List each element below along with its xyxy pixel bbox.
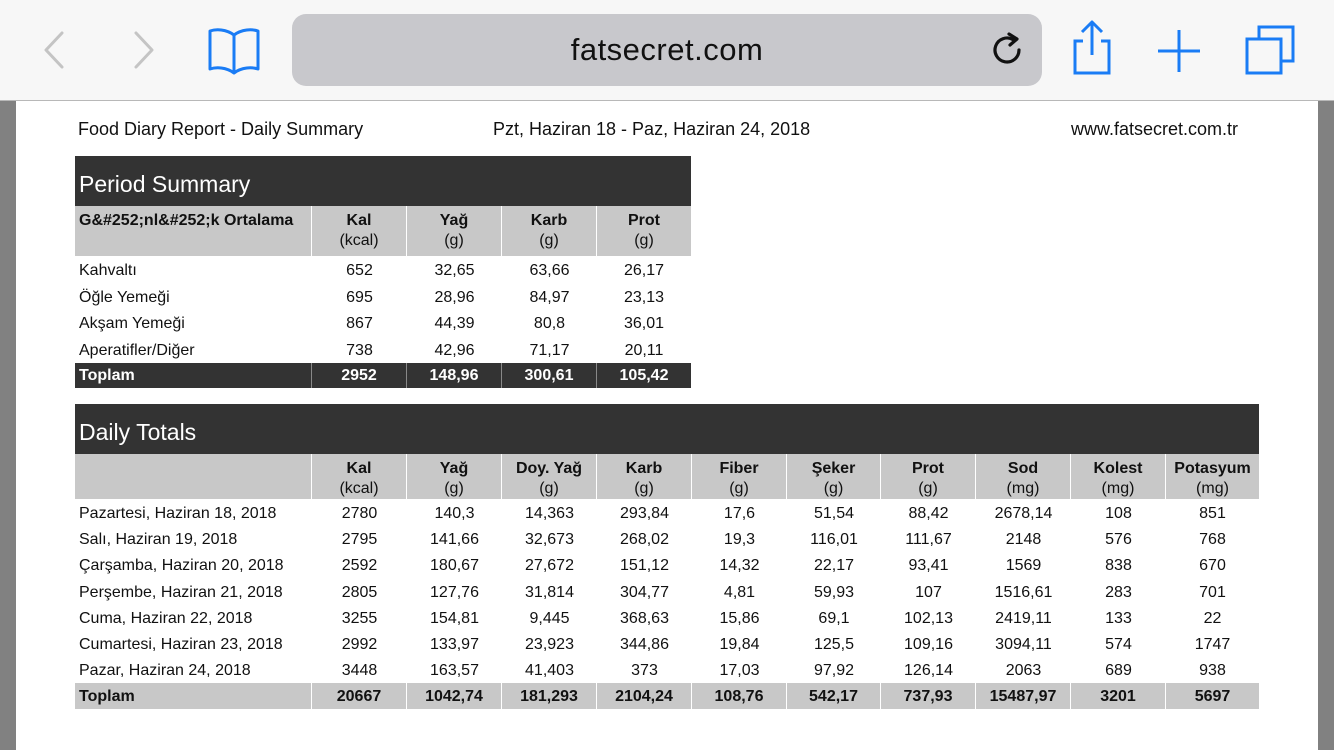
table-cell: 148,96 xyxy=(407,363,502,388)
table-row xyxy=(75,631,1259,657)
table-cell: 2419,11 xyxy=(995,609,1052,627)
table-cell: 1042,74 xyxy=(407,683,502,709)
table-cell: 125,5 xyxy=(813,635,855,653)
table-cell: 300,61 xyxy=(502,363,597,388)
table-cell: Cumartesi, Haziran 23, 2018 xyxy=(79,635,283,653)
table-cell: 3255 xyxy=(341,609,378,627)
table-cell: 88,42 xyxy=(908,505,949,522)
table-cell: 15,86 xyxy=(719,609,760,627)
table-cell: 111,67 xyxy=(905,531,952,549)
column-header: Potasyum (mg) xyxy=(1174,460,1251,497)
table-cell: 2780 xyxy=(341,505,378,522)
table-cell: 23,13 xyxy=(623,288,665,306)
table-cell: 140,3 xyxy=(434,505,475,522)
new-tab-icon[interactable] xyxy=(1154,26,1204,76)
table-cell: 80,8 xyxy=(533,315,566,332)
table-cell: 28,96 xyxy=(434,288,475,306)
table-row xyxy=(75,605,1259,631)
table-cell: 2148 xyxy=(1005,531,1042,549)
table-cell: 14,32 xyxy=(719,557,760,575)
table-cell: Perşembe, Haziran 21, 2018 xyxy=(79,583,283,601)
table-cell: 737,93 xyxy=(881,683,976,709)
back-icon[interactable] xyxy=(34,28,74,72)
table-cell: 93,41 xyxy=(908,557,949,575)
bookmarks-icon[interactable] xyxy=(205,24,263,76)
browser-toolbar xyxy=(0,0,1334,101)
column-header: Şeker (g) xyxy=(787,454,881,499)
column-header: Karb (g) xyxy=(597,454,692,499)
table-cell: 154,81 xyxy=(430,609,479,627)
reload-icon[interactable] xyxy=(988,30,1028,70)
table-cell: 36,01 xyxy=(623,315,665,332)
table-cell: 126,14 xyxy=(904,662,953,680)
table-cell: Kahvaltı xyxy=(79,262,137,279)
table-cell: 689 xyxy=(1105,662,1132,680)
table-cell: 181,293 xyxy=(502,683,597,709)
table-cell: 27,672 xyxy=(525,557,574,575)
table-cell: 107 xyxy=(915,583,942,601)
table-cell: 44,39 xyxy=(434,315,475,332)
period-summary-title: Period Summary xyxy=(75,156,691,206)
period-summary-body xyxy=(75,256,691,363)
table-cell: 163,57 xyxy=(430,662,479,680)
table-cell: 19,84 xyxy=(719,635,760,653)
table-cell: 3448 xyxy=(341,662,378,680)
table-cell: 2678,14 xyxy=(994,505,1053,522)
address-bar[interactable] xyxy=(292,14,1042,86)
table-cell: 4,81 xyxy=(723,583,756,601)
table-cell: 2592 xyxy=(341,557,378,575)
column-header: Kolest (mg) xyxy=(1071,454,1166,499)
table-cell: 851 xyxy=(1199,505,1226,522)
table-cell: 42,96 xyxy=(434,341,475,359)
table-cell: 283 xyxy=(1105,583,1132,601)
table-cell: 304,77 xyxy=(620,583,669,601)
url-text[interactable]: fatsecret.com xyxy=(570,32,764,67)
table-cell: 105,42 xyxy=(619,367,669,384)
table-cell: 133,97 xyxy=(430,635,479,653)
table-cell: Toplam xyxy=(75,363,312,388)
table-cell: Salı, Haziran 19, 2018 xyxy=(79,531,238,549)
table-cell: 3201 xyxy=(1071,683,1166,709)
table-row xyxy=(75,526,1259,552)
table-cell: 31,814 xyxy=(525,583,574,601)
table-cell: 373 xyxy=(631,662,658,680)
table-cell: 51,54 xyxy=(813,505,855,522)
table-cell: 20,11 xyxy=(624,341,664,359)
table-cell: 1516,61 xyxy=(994,583,1053,601)
tabs-icon[interactable] xyxy=(1242,22,1298,78)
table-cell: 695 xyxy=(346,288,373,306)
table-cell: Öğle Yemeği xyxy=(79,288,170,306)
period-summary-total-row xyxy=(75,363,691,388)
table-cell: 97,92 xyxy=(813,662,855,680)
table-cell: 3094,11 xyxy=(995,635,1052,653)
table-cell: 2063 xyxy=(1005,662,1042,680)
table-cell: 867 xyxy=(346,315,373,332)
table-cell: 102,13 xyxy=(904,609,953,627)
table-cell: 738 xyxy=(346,341,373,359)
report-date-range: Pzt, Haziran 18 - Paz, Haziran 24, 2018 xyxy=(493,119,811,139)
table-cell: 63,66 xyxy=(529,262,570,279)
table-cell: 108 xyxy=(1105,505,1132,522)
table-cell: 574 xyxy=(1105,635,1132,653)
daily-totals-total-row xyxy=(75,683,1259,709)
table-cell: 22,17 xyxy=(813,557,855,575)
table-cell: 368,63 xyxy=(620,609,669,627)
table-cell: 26,17 xyxy=(623,262,665,279)
table-cell: 14,363 xyxy=(525,505,574,522)
table-cell: 9,445 xyxy=(529,609,570,627)
table-cell: 69,1 xyxy=(818,609,850,627)
table-cell: 768 xyxy=(1199,531,1226,549)
column-header xyxy=(75,454,312,499)
table-cell: Akşam Yemeği xyxy=(79,315,185,332)
table-cell: 141,66 xyxy=(430,531,479,549)
daily-totals-body xyxy=(75,499,1259,683)
table-cell: 344,86 xyxy=(620,635,669,653)
table-cell: 670 xyxy=(1199,557,1226,575)
column-header: Yağ (g) xyxy=(407,454,502,499)
table-row xyxy=(75,579,1259,605)
daily-totals-table xyxy=(75,404,1259,709)
table-cell: Toplam xyxy=(75,683,312,709)
table-cell: Pazar, Haziran 24, 2018 xyxy=(79,662,251,680)
column-header: Kal (kcal) xyxy=(312,206,407,256)
column-header: Karb (g) xyxy=(502,206,597,256)
table-cell: 59,93 xyxy=(813,583,855,601)
table-cell: 2805 xyxy=(341,583,378,601)
table-cell: Cuma, Haziran 22, 2018 xyxy=(79,609,253,627)
table-cell: 41,403 xyxy=(525,662,574,680)
table-row xyxy=(75,284,691,311)
table-cell: Pazartesi, Haziran 18, 2018 xyxy=(79,505,277,522)
table-cell: 576 xyxy=(1105,531,1132,549)
table-cell: 71,17 xyxy=(529,341,570,359)
table-cell: 2795 xyxy=(341,531,378,549)
table-row xyxy=(75,337,691,364)
table-row xyxy=(75,552,1259,578)
table-cell: 108,76 xyxy=(692,683,787,709)
table-cell: 109,16 xyxy=(904,635,953,653)
column-header: Doy. Yağ (g) xyxy=(502,454,597,499)
table-row xyxy=(75,310,691,337)
table-cell: 116,01 xyxy=(810,531,858,549)
column-header: Sod (mg) xyxy=(976,454,1071,499)
table-cell: 127,76 xyxy=(430,583,479,601)
table-cell: 1569 xyxy=(1005,557,1042,575)
table-cell: Çarşamba, Haziran 20, 2018 xyxy=(79,557,284,575)
table-cell: 17,03 xyxy=(719,662,760,680)
column-header: Prot (g) xyxy=(628,212,660,249)
period-summary-table xyxy=(75,156,691,388)
table-cell: 2992 xyxy=(341,635,378,653)
table-cell: 19,3 xyxy=(723,531,756,549)
table-row xyxy=(75,500,1259,526)
table-cell: 23,923 xyxy=(525,635,574,653)
table-cell: 701 xyxy=(1199,583,1226,601)
table-cell: 180,67 xyxy=(430,557,479,575)
table-cell: 17,6 xyxy=(723,505,756,522)
table-cell: 5697 xyxy=(1194,688,1231,706)
table-cell: 84,97 xyxy=(529,288,570,306)
table-cell: 32,65 xyxy=(434,262,475,279)
table-cell: 652 xyxy=(346,262,373,279)
forward-icon[interactable] xyxy=(124,28,164,72)
table-cell: 2952 xyxy=(312,363,407,388)
table-cell: 1747 xyxy=(1194,635,1231,653)
table-cell: 151,12 xyxy=(620,557,669,575)
share-icon[interactable] xyxy=(1068,18,1116,76)
table-cell: 293,84 xyxy=(620,505,669,522)
table-cell: 133 xyxy=(1105,609,1132,627)
report-site: www.fatsecret.com.tr xyxy=(1071,119,1239,139)
table-cell: 22 xyxy=(1203,609,1222,627)
daily-totals-title: Daily Totals xyxy=(75,404,1259,454)
report-title: Food Diary Report - Daily Summary xyxy=(78,119,364,139)
period-summary-header xyxy=(75,206,691,256)
table-row xyxy=(75,657,1259,683)
table-cell: 542,17 xyxy=(787,683,881,709)
table-cell: 2104,24 xyxy=(597,683,692,709)
column-header: Fiber (g) xyxy=(692,454,787,499)
table-cell: 15487,97 xyxy=(976,683,1071,709)
table-cell: 838 xyxy=(1105,557,1132,575)
table-cell: 32,673 xyxy=(525,531,574,549)
table-cell: Aperatifler/Diğer xyxy=(79,341,195,359)
column-header: Prot (g) xyxy=(881,454,976,499)
column-header: Kal (kcal) xyxy=(312,454,407,499)
column-header: Yağ (g) xyxy=(407,206,502,256)
column-header: G&#252;nl&#252;k Ortalama xyxy=(75,206,312,256)
table-cell: 20667 xyxy=(312,683,407,709)
table-row xyxy=(75,257,691,284)
table-cell: 938 xyxy=(1199,662,1226,680)
daily-totals-header xyxy=(75,454,1259,499)
table-cell: 268,02 xyxy=(620,531,669,549)
